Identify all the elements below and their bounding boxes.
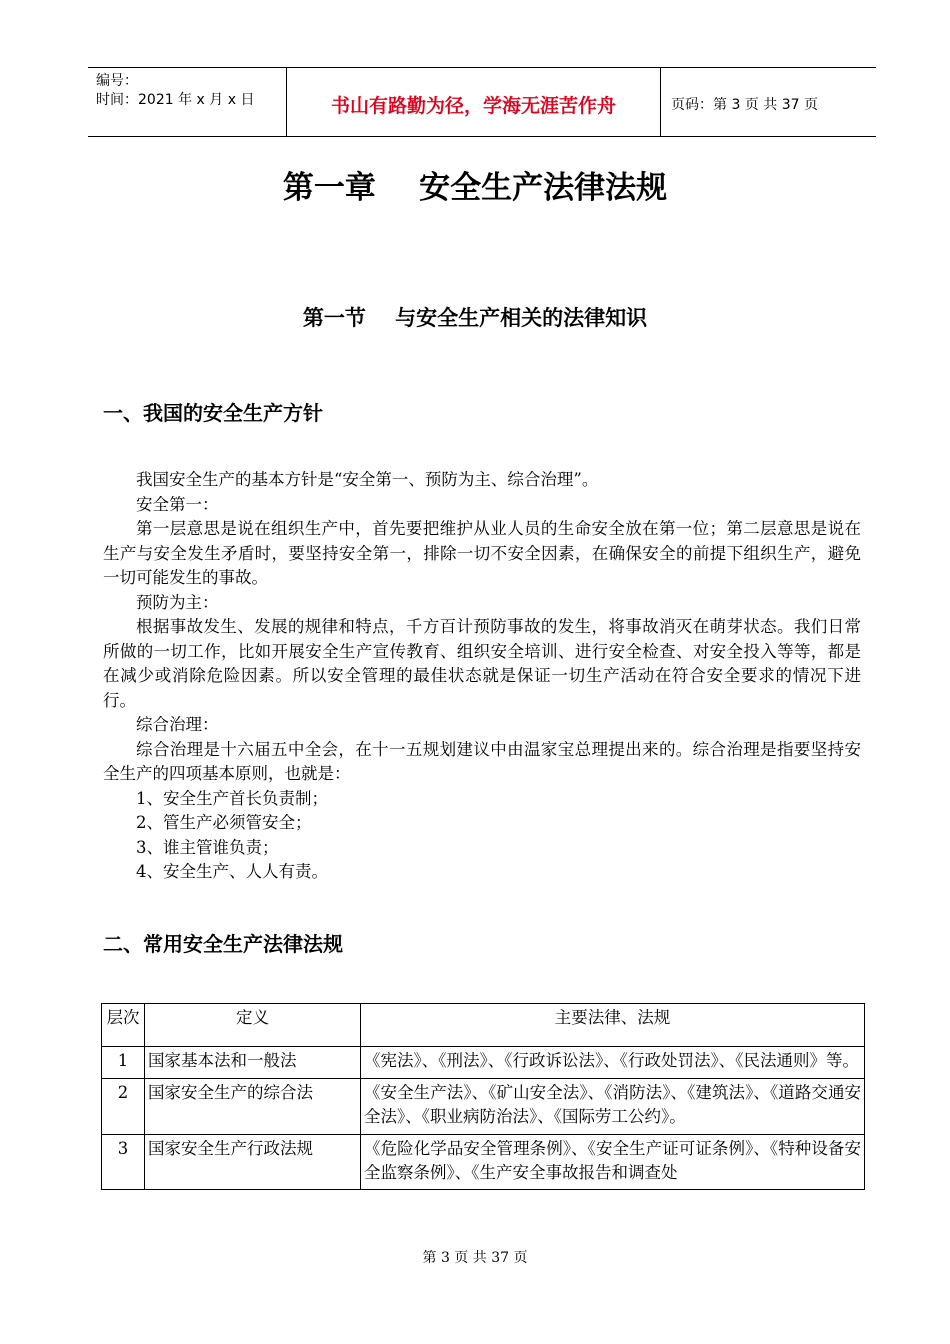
column-header: 层次	[102, 1004, 145, 1047]
paragraph: 根据事故发生、发展的规律和特点，千方百计预防事故的发生，将事故消灭在萌芽状态。我们日常所做的一切工作，比如开展安全生产宣传教育、组织安全培训、进行安全检查、对安全投入等等，都是在减少或消除危险因素。所以安全管理的最佳状态就是保证一切生产活动在符合安全要求的情况下进行。	[103, 617, 861, 710]
paragraph: 安全第一：	[136, 494, 219, 514]
header-meta-cell	[88, 68, 287, 136]
table-header-row	[102, 1004, 865, 1047]
header-page-cell	[661, 68, 876, 136]
chapter-title: 第一章 安全生产法律法规	[282, 170, 668, 206]
laws-cell: 《安全生产法》、《矿山安全法》、《消防法》、《建筑法》、《道路交通安全法》、《职业病防治法》、《国际劳工公约》。	[361, 1078, 865, 1134]
section-title: 第一节 与安全生产相关的法律知识	[302, 306, 648, 330]
principle-item: 1、安全生产首长负责制；	[136, 788, 328, 808]
level-cell: 2	[102, 1078, 145, 1134]
document-date-label: 时间：2021 年 x 月 x 日	[96, 92, 255, 108]
table-row	[102, 1134, 865, 1189]
header-motto-cell	[287, 68, 661, 136]
document-number-label: 编号：	[96, 73, 138, 89]
paragraph: 我国安全生产的基本方针是“安全第一、预防为主、综合治理”。	[136, 470, 599, 489]
laws-cell-text: 《危险化学品安全管理条例》、《安全生产证可证条例》、《特种设备安全监察条例》、《生产安全事故报告和调查处	[364, 1138, 861, 1182]
level-cell: 1	[102, 1047, 145, 1079]
paragraph: 第一层意思是说在组织生产中，首先要把维护从业人员的生命安全放在第一位；第二层意思是说在生产与安全发生矛盾时，要坚持安全第一，排除一切不安全因素，在确保安全的前提下组织生产，避免一切可能发生的事故。	[103, 519, 861, 587]
definition-cell: 国家安全生产的综合法	[145, 1078, 361, 1134]
principle-item: 2、管生产必须管安全；	[136, 813, 312, 832]
table-row	[102, 1078, 865, 1134]
definition-cell: 国家安全生产行政法规	[145, 1134, 361, 1189]
laws-table	[101, 1003, 865, 1190]
paragraph: 综合治理：	[136, 715, 219, 734]
level-cell: 3	[102, 1134, 145, 1189]
paragraph: 综合治理是十六届五中全会，在十一五规划建议中由温家宝总理提出来的。综合治理是指要坚持安全生产的四项基本原则，也就是：	[103, 739, 861, 783]
header-motto: 书山有路勤为径，学海无涯苦作舟	[330, 95, 616, 117]
laws-cell	[361, 1134, 865, 1189]
laws-cell: 《宪法》、《刑法》、《行政诉讼法》、《行政处罚法》、《民法通则》等。	[361, 1047, 865, 1079]
paragraph: 预防为主：	[136, 592, 219, 612]
heading-safety-policy: 一、我国的安全生产方针	[103, 401, 323, 425]
heading-laws: 二、常用安全生产法律法规	[103, 932, 343, 956]
definition-cell: 国家基本法和一般法	[145, 1047, 361, 1079]
page-header	[88, 67, 876, 137]
principle-item: 4、安全生产、人人有责。	[136, 862, 328, 881]
table-row	[102, 1047, 865, 1079]
principle-item: 3、谁主管谁负责；	[136, 837, 279, 857]
page-footer: 第 3 页 共 37 页	[422, 1250, 528, 1266]
column-header: 主要法律、法规	[361, 1004, 865, 1047]
column-header: 定义	[145, 1004, 361, 1047]
body-text	[103, 468, 861, 885]
header-page-info: 页码：第 3 页 共 37 页	[671, 97, 818, 113]
